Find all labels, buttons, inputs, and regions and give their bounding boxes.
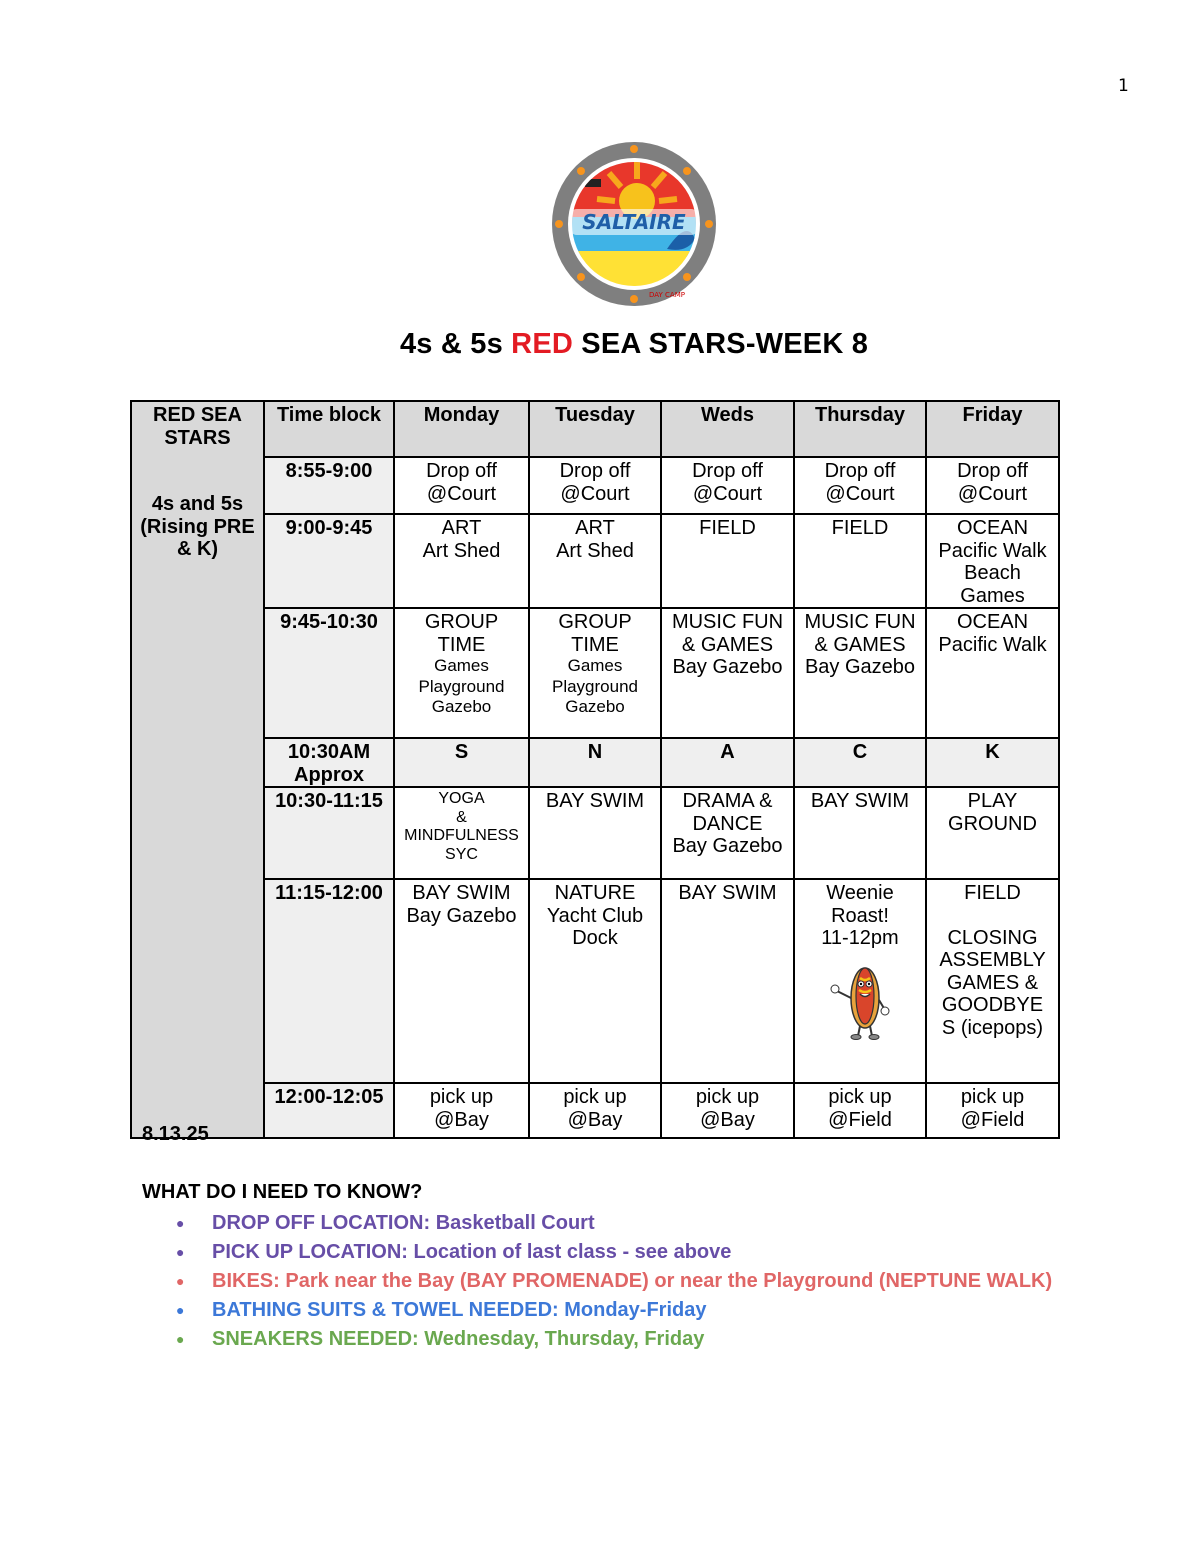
logo-wordmark: SALTAIRE xyxy=(582,210,686,234)
activity-cell: MUSIC FUN & GAMES Bay Gazebo xyxy=(661,608,794,738)
header-tuesday: Tuesday xyxy=(529,401,661,457)
activity-cell: pick up @Field xyxy=(926,1083,1059,1138)
time-cell: 8:55-9:00 xyxy=(264,457,394,514)
activity-cell: Drop off @Court xyxy=(529,457,661,514)
bullet-icon: ● xyxy=(176,1273,185,1290)
activity-cell: OCEAN Pacific Walk Beach Games xyxy=(926,514,1059,608)
list-item: ● BIKES: Park near the Bay (BAY PROMENADE) or near the Playground (NEPTUNE WALK) xyxy=(170,1267,1052,1296)
page-number: 1 xyxy=(1118,76,1129,96)
snack-letter: K xyxy=(926,738,1059,787)
list-item: ● BATHING SUITS & TOWEL NEEDED: Monday-Friday xyxy=(170,1296,1052,1325)
time-cell: 9:45-10:30 xyxy=(264,608,394,738)
group-label-cell xyxy=(131,401,264,1138)
activity-cell: pick up @Field xyxy=(794,1083,926,1138)
activity-cell: pick up @Bay xyxy=(661,1083,794,1138)
activity-cell: pick up @Bay xyxy=(529,1083,661,1138)
activity-cell: NATURE Yacht Club Dock xyxy=(529,879,661,1083)
title-prefix: 4s & 5s xyxy=(399,328,512,360)
table-row xyxy=(131,1083,1059,1138)
header-monday: Monday xyxy=(394,401,529,457)
time-cell: 9:00-9:45 xyxy=(264,514,394,608)
table-row xyxy=(131,457,1059,514)
activity-cell: BAY SWIM xyxy=(529,787,661,879)
hotdog-mascot-icon xyxy=(827,960,893,1040)
activity-cell: BAY SWIM Bay Gazebo xyxy=(394,879,529,1083)
activity-cell: DRAMA & DANCE Bay Gazebo xyxy=(661,787,794,879)
activity-cell: GROUP TIME Games Playground Gazebo xyxy=(529,608,661,738)
activity-cell: FIELD CLOSING ASSEMBLY GAMES & GOODBYE S (icepops) xyxy=(926,879,1059,1083)
activity-cell: YOGA & MINDFULNESS SYC xyxy=(394,787,529,879)
table-row xyxy=(131,608,1059,738)
activity-cell: BAY SWIM xyxy=(794,787,926,879)
table-row xyxy=(131,514,1059,608)
snack-letter: A xyxy=(661,738,794,787)
activity-cell: ART Art Shed xyxy=(394,514,529,608)
header-time-block: Time block xyxy=(264,401,394,457)
activity-cell: pick up @Bay xyxy=(394,1083,529,1138)
activity-cell: BAY SWIM xyxy=(661,879,794,1083)
snack-letter: S xyxy=(394,738,529,787)
header-friday: Friday xyxy=(926,401,1059,457)
list-item: ● SNEAKERS NEEDED: Wednesday, Thursday, Friday xyxy=(170,1325,1052,1354)
time-cell: 10:30-11:15 xyxy=(264,787,394,879)
activity-cell: Drop off @Court xyxy=(661,457,794,514)
time-cell: 12:00-12:05 xyxy=(264,1083,394,1138)
header-row xyxy=(131,401,1059,457)
activity-cell: GROUP TIME Games Playground Gazebo xyxy=(394,608,529,738)
group-ages: 4s and 5s (Rising PRE & K) xyxy=(140,493,255,560)
snack-letter: N xyxy=(529,738,661,787)
bullet-icon: ● xyxy=(176,1331,185,1348)
activity-cell: OCEAN Pacific Walk xyxy=(926,608,1059,738)
bullet-icon: ● xyxy=(176,1215,185,1232)
bullet-icon: ● xyxy=(176,1302,185,1319)
know-heading: WHAT DO I NEED TO KNOW? xyxy=(142,1181,423,1203)
list-item: ● DROP OFF LOCATION: Basketball Court xyxy=(170,1209,1052,1238)
header-thursday: Thursday xyxy=(794,401,926,457)
activity-cell: MUSIC FUN & GAMES Bay Gazebo xyxy=(794,608,926,738)
title-highlight: RED xyxy=(511,328,574,360)
time-cell: 11:15-12:00 xyxy=(264,879,394,1083)
logo-subtext: DAY CAMP xyxy=(649,291,685,299)
table-row xyxy=(131,787,1059,879)
activity-cell: PLAY GROUND xyxy=(926,787,1059,879)
snack-letter: C xyxy=(794,738,926,787)
activity-cell: Drop off @Court xyxy=(926,457,1059,514)
bullet-icon: ● xyxy=(176,1244,185,1261)
schedule-table xyxy=(130,400,1060,1139)
activity-cell: FIELD xyxy=(661,514,794,608)
activity-cell: Drop off @Court xyxy=(394,457,529,514)
activity-cell: ART Art Shed xyxy=(529,514,661,608)
activity-cell: FIELD xyxy=(794,514,926,608)
activity-cell: Weenie Roast! 11-12pm xyxy=(794,879,926,1083)
schedule-date: 8.13.25 xyxy=(142,1123,209,1145)
table-row xyxy=(131,879,1059,1083)
title-suffix: SEA STARS-WEEK 8 xyxy=(573,328,869,360)
page-title xyxy=(0,328,1200,361)
list-item: ● PICK UP LOCATION: Location of last class - see above xyxy=(170,1238,1052,1267)
group-name: RED SEA STARS xyxy=(153,404,242,449)
header-weds: Weds xyxy=(661,401,794,457)
activity-cell: Drop off @Court xyxy=(794,457,926,514)
notes-list xyxy=(170,1209,1052,1354)
time-cell: 10:30AM Approx xyxy=(264,738,394,787)
snack-row xyxy=(131,738,1059,787)
camp-logo xyxy=(549,139,719,309)
